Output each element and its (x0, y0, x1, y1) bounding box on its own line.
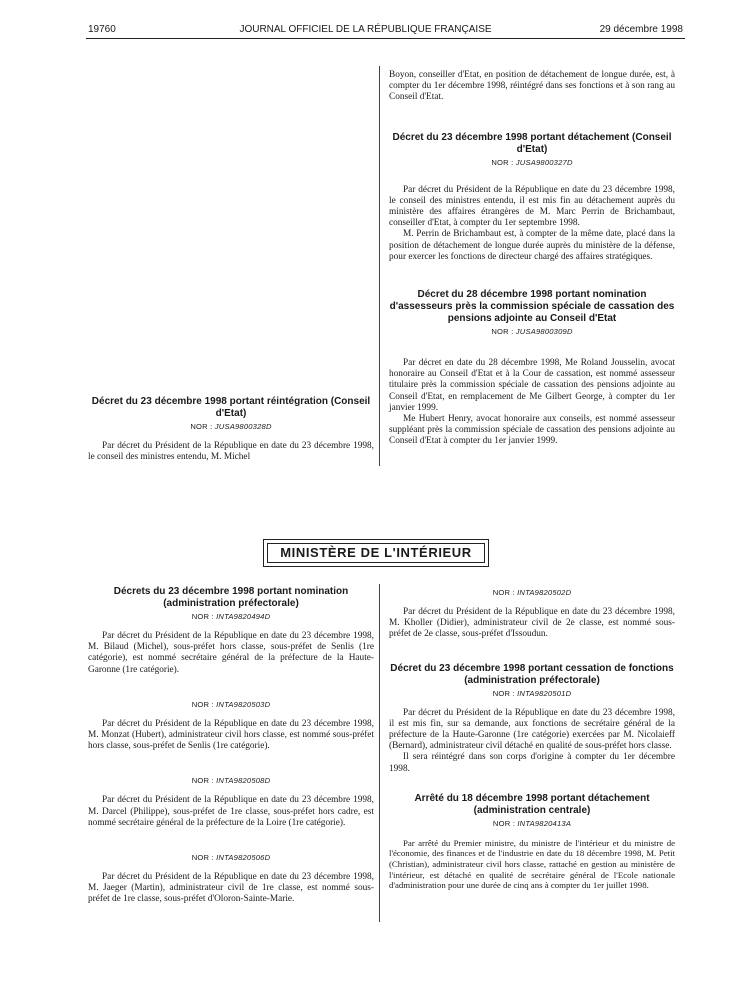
decree-paragraph: Par décret du Président de la République en date du 23 décembre 1998, le conseil des ministres entendu, il est mis fin au détachement auprès du ministère des affaires étrangères de M. Marc Perrin de Brichambaut, conseiller d'Etat, à compter du 1er septembre 1998. (389, 184, 675, 229)
header-rule (86, 38, 685, 39)
nor-reference: NOR : JUSA9800327D (491, 157, 573, 167)
nor-reference: NOR : INTA9820503D (191, 699, 271, 709)
bottom-right-column (389, 586, 675, 891)
decree-paragraph: Me Hubert Henry, avocat honoraire aux conseils, est nommé assesseur suppléant près la commission spéciale de cassation des pensions adjointe au Conseil d'Etat à compter du 1er janvier 1999. (389, 414, 675, 447)
ministry-heading: MINISTÈRE DE L'INTÉRIEUR (267, 543, 485, 563)
decree-title: Décret du 23 décembre 1998 portant cessation de fonctions (administration préfectorale) (390, 662, 674, 686)
decree-title: Décret du 23 décembre 1998 portant détachement (Conseil d'Etat) (392, 131, 672, 155)
issue-date: 29 décembre 1998 (599, 24, 683, 35)
decree-paragraph: Par décret du Président de la République en date du 23 décembre 1998, M. Darcel (Philippe), sous-préfet de 1re classe, sous-préfet hors cadre, est nommé secrétaire général de la préfecture de la Loire (1re catégorie). (88, 795, 374, 828)
decree-paragraph: Par décret du Président de la République en date du 23 décembre 1998, M. Bilaud (Michel), sous-préfet hors classe, sous-préfet de Senlis (1re catégorie), est nommé secrétaire général de la préfecture de la Haute-Garonne (1re catégorie). (88, 631, 374, 675)
decree-paragraph: Par décret du Président de la République en date du 23 décembre 1998, M. Kholler (Didier), administrateur civil de 2e classe, est nommé sous-préfet de 2e classe, sous-préfet d'Issoudun. (389, 607, 675, 640)
ministry-heading-box (263, 539, 489, 567)
bottom-left-column (88, 586, 374, 906)
page-number: 19760 (88, 24, 116, 35)
decree-paragraph: Il sera réintégré dans son corps d'origine à compter du 1er décembre 1998. (389, 752, 675, 774)
column-divider (379, 66, 380, 466)
decree-title: Décrets du 23 décembre 1998 portant nomination (administration préfectorale) (113, 586, 349, 609)
decree-title: Décret du 23 décembre 1998 portant réintégration (Conseil d'Etat) (91, 396, 371, 419)
nor-reference: NOR : INTA9820502D (492, 588, 572, 597)
decree-paragraph: M. Perrin de Brichambaut est, à compter de la même date, placé dans la position de détachement de longue durée auprès du ministère de la défense, pour exercer les fonctions de directeur chargé des affaires stratégiques. (389, 229, 675, 262)
decree-title: Arrêté du 18 décembre 1998 portant détachement (administration centrale) (414, 792, 650, 816)
decree-paragraph: Par décret du Président de la République en date du 23 décembre 1998, le conseil des ministres entendu, M. Michel (88, 441, 374, 463)
nor-reference: NOR : INTA9820413A (492, 818, 572, 828)
decree-title: Décret du 28 décembre 1998 portant nomination d'assesseurs près la commission spéciale de cassation des pensions adjointe au Conseil d'Etat (389, 289, 675, 325)
decree-paragraph: Par décret du Président de la République en date du 23 décembre 1998, M. Monzat (Hubert), administrateur civil hors classe, est nommé sous-préfet hors classe, sous-préfet de Senlis (1re catégorie). (88, 718, 374, 752)
nor-reference: NOR : INTA9820506D (191, 853, 271, 863)
nor-reference: NOR : JUSA9800309D (491, 327, 573, 337)
continuation-paragraph: Boyon, conseiller d'Etat, en position de détachement de longue durée, est, à compter du 1er décembre 1998, réintégré dans ses fonctions et à son rang au Conseil d'Etat. (389, 70, 675, 103)
nor-reference: NOR : INTA9820508D (191, 776, 271, 786)
top-left-column (88, 396, 374, 463)
nor-reference: NOR : JUSA9800328D (190, 422, 272, 431)
decree-paragraph: Par arrêté du Premier ministre, du ministre de l'intérieur et du ministre de l'économie, des finances et de l'industrie en date du 18 décembre 1998, M. Petit (Christian), administrateur civil hors classe, rattaché en gestion au ministère de l'intérieur, est détaché en qualité de secrétaire général de l'Ecole nationale d'administration pour une durée de cinq ans à compter du 1er juillet 1998. (389, 837, 675, 891)
top-right-column (389, 70, 675, 448)
column-divider (379, 584, 380, 922)
decree-paragraph: Par décret du Président de la République en date du 23 décembre 1998, M. Jaeger (Martin), administrateur civil de 1re classe, est nommé sous-préfet de 1re classe, sous-préfet d'Oloron-Sainte-Marie. (88, 872, 374, 905)
nor-reference: NOR : INTA9820494D (191, 612, 271, 621)
decree-paragraph: Par décret en date du 28 décembre 1998, Me Roland Jousselin, avocat honoraire au Conseil d'Etat et à la Cour de cassation, est nommé assesseur titulaire près la commission spéciale de cassation des pensions adjointe au Conseil d'Etat, en remplacement de Me Gilbert George, à compter du 1er janvier 1999. (389, 358, 675, 413)
nor-reference: NOR : INTA9820501D (492, 688, 572, 698)
decree-paragraph: Par décret du Président de la République en date du 23 décembre 1998, il est mis fin, sur sa demande, aux fonctions de secrétaire général de la préfecture de la Haute-Garonne (1re catégorie) exercées par M. Nicolaieff (Bernard), administrateur civil détaché en qualité de sous-préfet hors classe. (389, 707, 675, 752)
journal-title: JOURNAL OFFICIEL DE LA RÉPUBLIQUE FRANÇAISE (239, 24, 492, 35)
